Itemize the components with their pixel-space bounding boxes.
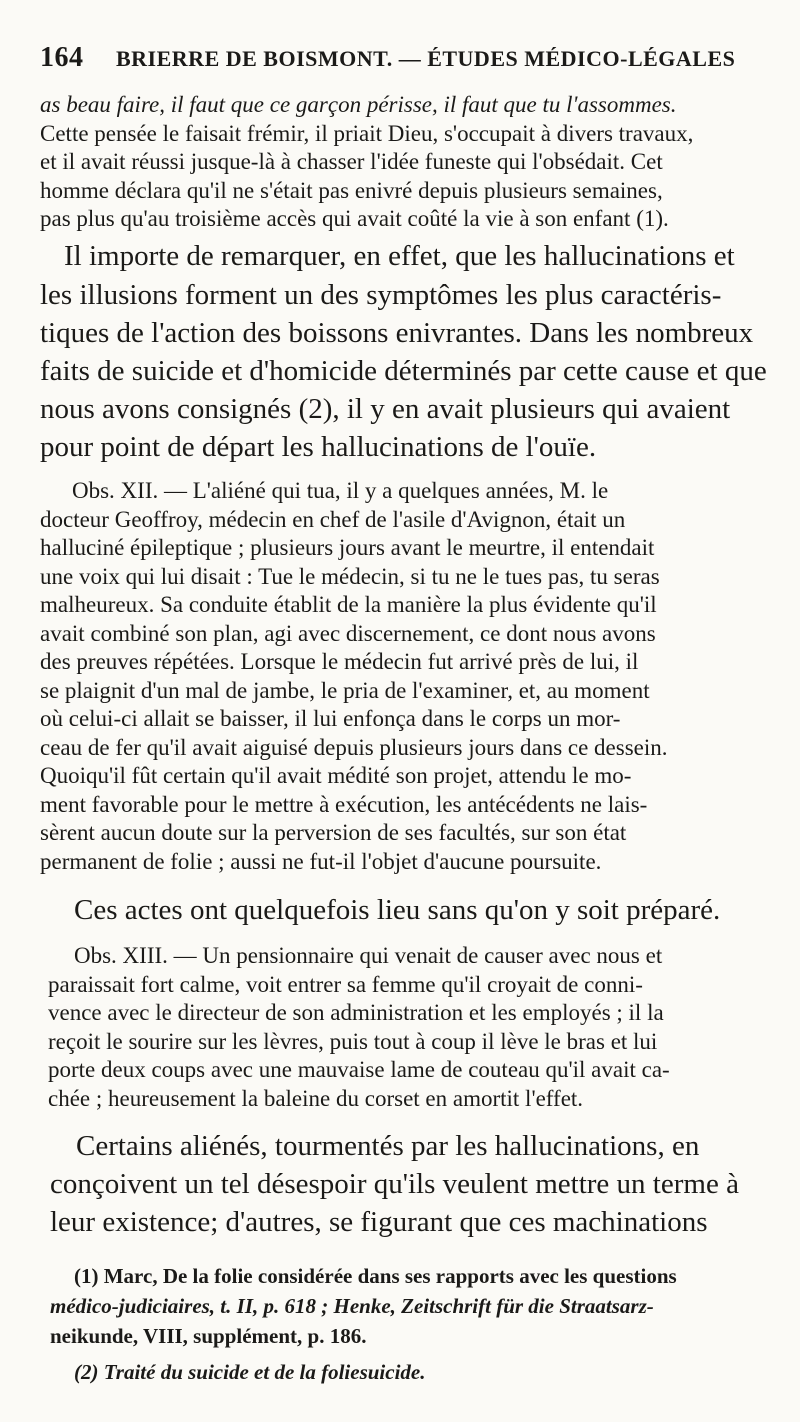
text-line: nous avons consignés (2), il y en avait plusieurs qui avaient <box>40 393 731 425</box>
text-line: Il importe de remarquer, en effet, que les hallucinations et <box>64 240 735 272</box>
text-line: où celui-ci allait se baisser, il lui enfonça dans le corps un mor- <box>40 706 621 731</box>
text-line: avait combiné son plan, agi avec discernement, ce dont nous avons <box>40 621 656 646</box>
text-line: chée ; heureusement la baleine du corset en amortit l'effet. <box>48 1086 584 1111</box>
text-line: as beau faire, il faut que ce garçon périsse, il faut que tu l'assommes. <box>40 92 677 117</box>
text-line: ceau de fer qu'il avait aiguisé depuis plusieurs jours dans ce dessein. <box>40 735 668 760</box>
text-line: malheureux. Sa conduite établit de la manière la plus évidente qu'il <box>40 592 657 617</box>
text-line: leur existence; d'autres, se figurant que ces machinations <box>50 1206 708 1238</box>
text-line: Ces actes ont quelquefois lieu sans qu'on y soit préparé. <box>74 894 721 926</box>
text-line: des preuves répétées. Lorsque le médecin fut arrivé près de lui, il <box>40 649 639 674</box>
text-line: se plaignit d'un mal de jambe, le pria de l'examiner, et, au moment <box>40 678 650 703</box>
text-line: les illusions forment un des symptômes les plus caractéris- <box>40 279 722 311</box>
text-line: Certains aliénés, tourmentés par les hallucinations, en <box>76 1130 700 1162</box>
text-line: homme déclara qu'il ne s'était pas enivré depuis plusieurs semaines, <box>40 178 663 203</box>
text-line: pas plus qu'au troisième accès qui avait coûté la vie à son enfant (1). <box>40 206 669 231</box>
text-line: halluciné épileptique ; plusieurs jours avant le meurtre, il entendait <box>40 535 655 560</box>
text-line: tiques de l'action des boissons enivrantes. Dans les nombreux <box>40 317 754 349</box>
text-line: une voix qui lui disait : Tue le médecin, si tu ne le tues pas, tu seras <box>40 564 660 589</box>
text-line: permanent de folie ; aussi ne fut-il l'objet d'aucune poursuite. <box>40 849 602 874</box>
text-line: pour point de départ les hallucinations de l'ouïe. <box>40 431 597 463</box>
footnote-line: (1) Marc, De la folie considérée dans ses rapports avec les questions <box>74 1264 677 1288</box>
text-line: Obs. XII. — L'aliéné qui tua, il y a quelques années, M. le <box>72 478 609 503</box>
text-line: Quoiqu'il fût certain qu'il avait médité son projet, attendu le mo- <box>40 763 632 788</box>
running-title: BRIERRE DE BOISMONT. — ÉTUDES MÉDICO-LÉGALES <box>116 46 736 71</box>
text-line: vence avec le directeur de son administration et les employés ; il la <box>48 1000 664 1025</box>
text-line: conçoivent un tel désespoir qu'ils veulent mettre un terme à <box>50 1168 739 1200</box>
text-line: Cette pensée le faisait frémir, il priait Dieu, s'occupait à divers travaux, <box>40 121 694 146</box>
text-line: et il avait réussi jusque-là à chasser l'idée funeste qui l'obsédait. Cet <box>40 149 663 174</box>
text-line: faits de suicide et d'homicide déterminés par cette cause et que <box>40 355 767 387</box>
text-line: reçoit le sourire sur les lèvres, puis tout à coup il lève le bras et lui <box>48 1029 658 1054</box>
text-line: Obs. XIII. — Un pensionnaire qui venait de causer avec nous et <box>74 943 663 968</box>
text-line: paraissait fort calme, voit entrer sa femme qu'il croyait de conni- <box>48 972 643 997</box>
footnote-line: neikunde, VIII, supplément, p. 186. <box>50 1324 367 1348</box>
footnote-line: médico-judiciaires, t. II, p. 618 ; Henke, Zeitschrift für die Straatsarz- <box>50 1294 654 1318</box>
footnote-line: (2) Traité du suicide et de la foliesuicide. <box>74 1360 426 1384</box>
page-header <box>40 42 760 76</box>
text-line: sèrent aucun doute sur la perversion de ses facultés, sur son état <box>40 820 627 845</box>
page-number: 164 <box>40 42 84 73</box>
text-line: docteur Geoffroy, médecin en chef de l'asile d'Avignon, était un <box>40 507 626 532</box>
text-line: ment favorable pour le mettre à exécution, les antécédents ne lais- <box>40 792 648 817</box>
text-line: porte deux coups avec une mauvaise lame de couteau qu'il avait ca- <box>48 1057 670 1082</box>
